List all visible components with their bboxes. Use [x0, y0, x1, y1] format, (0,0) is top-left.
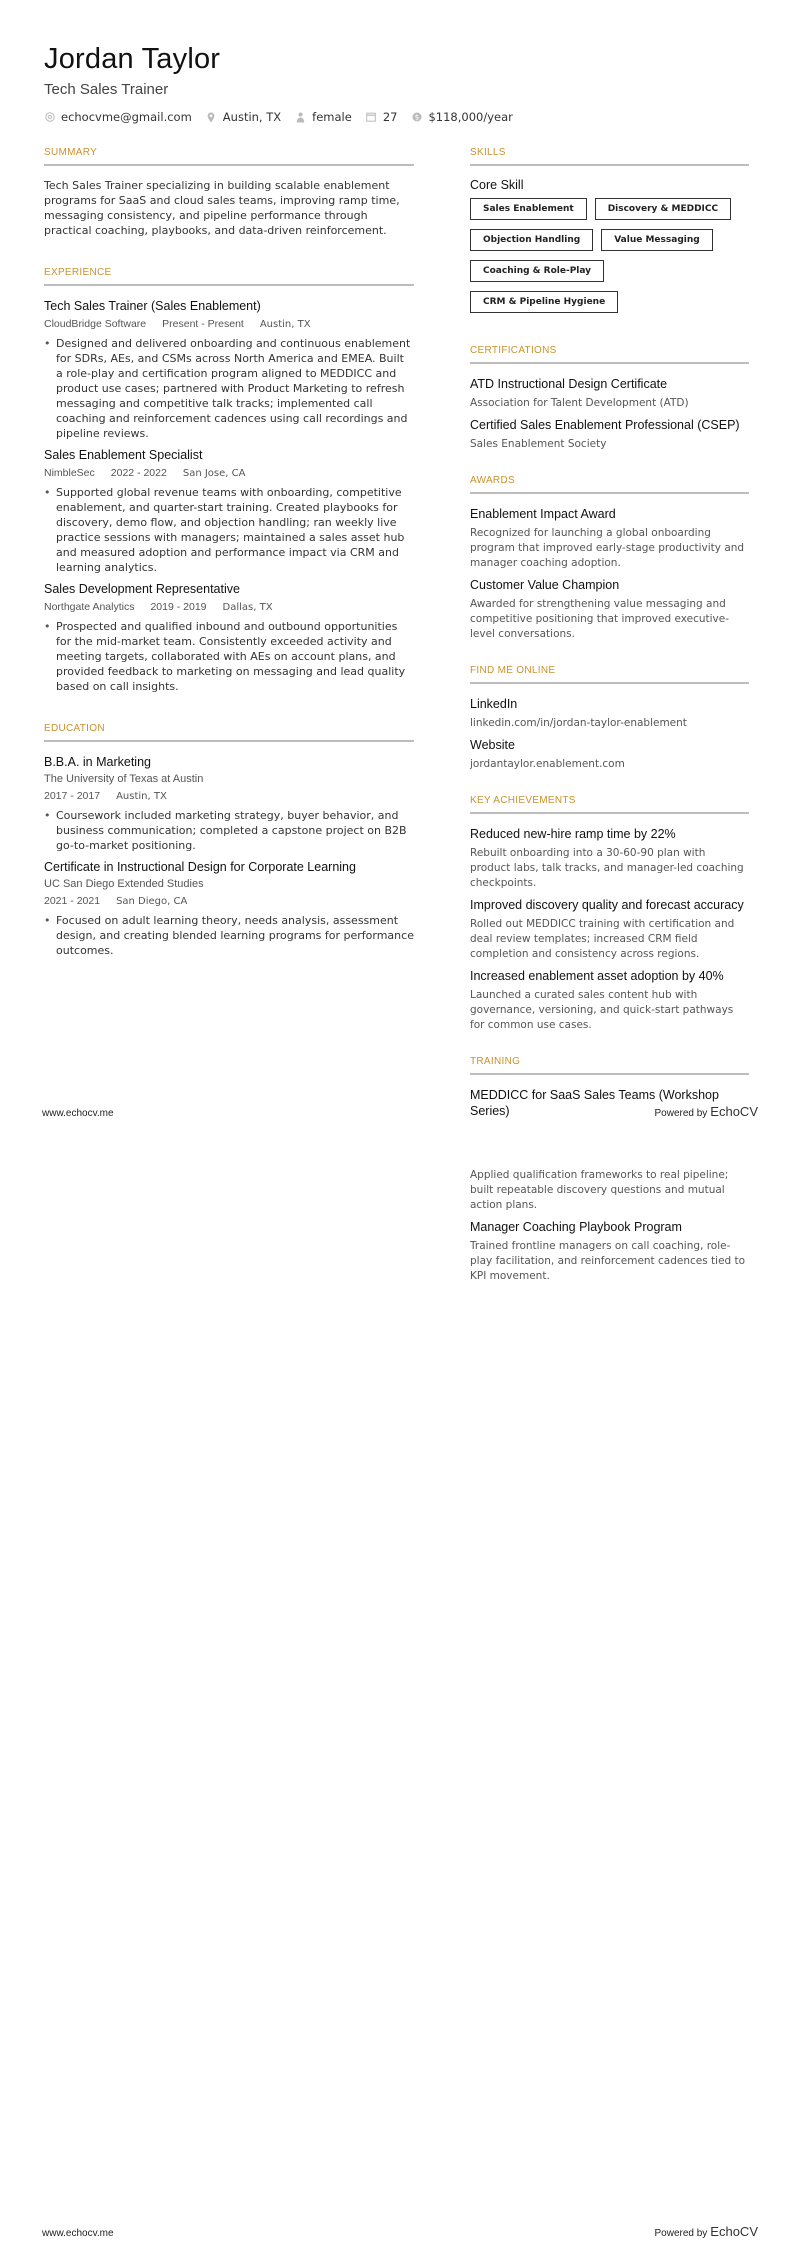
achievement-description: Rolled out MEDDICC training with certification and deal review templates; increased CRM field completion and consistency across regions. [470, 918, 735, 960]
education-location: San Diego, CA [116, 896, 188, 907]
skill-chip: Sales Enablement [470, 198, 587, 220]
skill-chip: Coaching & Role-Play [470, 260, 604, 282]
training-description: Trained frontline managers on call coaching, role-play facilitation, and reinforcement cadences tied to KPI movement. [470, 1240, 746, 1282]
education-dates: 2021 - 2021 [44, 895, 101, 907]
job-dates: Present - Present [162, 318, 244, 330]
job-location: San Jose, CA [182, 468, 246, 479]
age-text: 27 [382, 110, 398, 124]
education-location: Austin, TX [116, 791, 167, 802]
footer-powered [654, 1104, 758, 1119]
education-item [44, 754, 414, 853]
job-title: Sales Development Representative [44, 582, 240, 596]
job-location: Austin, TX [259, 319, 311, 330]
website-link[interactable]: jordantaylor.enablement.com [470, 758, 625, 770]
page2-right-column [470, 1168, 749, 1290]
company-name: NimbleSec [44, 467, 95, 479]
section-heading: SUMMARY [44, 147, 98, 158]
experience-item [44, 298, 414, 441]
section-heading: FIND ME ONLINE [470, 665, 556, 676]
gender-text: female [312, 110, 352, 124]
section-heading: EDUCATION [44, 723, 105, 734]
summary-text: Tech Sales Trainer specializing in building scalable enablement programs for SaaS and cloud sales teams, improving ramp time, messaging consistency, and pipeline performance through practical coaching, playbooks, and data-driven reinforcement. [44, 179, 400, 237]
section-divider [44, 164, 414, 166]
footer-brand: EchoCV [710, 2224, 758, 2239]
contact-location [206, 110, 281, 124]
job-meta [44, 317, 414, 332]
footer-brand: EchoCV [710, 1104, 758, 1119]
education-meta [44, 894, 414, 909]
skill-chips [470, 198, 749, 322]
award-description: Recognized for launching a global onboarding program that improved early-stage productivity and manager coaching adoption. [470, 527, 745, 569]
job-meta [44, 466, 414, 481]
certification-issuer: Sales Enablement Society [470, 438, 607, 450]
award-description: Awarded for strengthening value messaging and competitive positioning that improved executive-level conversations. [470, 598, 730, 640]
footer-powered [654, 2224, 758, 2239]
job-bullets [44, 619, 414, 694]
achievement-description: Rebuilt onboarding into a 30-60-90 plan with product labs, talk tracks, and manager-led coaching checkpoints. [470, 847, 744, 889]
certification-issuer: Association for Talent Development (ATD) [470, 397, 689, 409]
section-divider [470, 812, 749, 814]
job-bullet: • Designed and delivered onboarding and continuous enablement for SDRs, AEs, and CSMs across North America and EMEA. Built a role-play and certification program aligned to MEDDICC and product use cases; partnered with Product Marketing to refresh messaging and competitive talk tracks; implemented call coaching and reinforcement cadences using call recordings and pipeline reviews. [44, 336, 414, 441]
online-label-website: Website [470, 738, 515, 752]
svg-text:$: $ [414, 113, 420, 122]
location-pin-icon [206, 112, 217, 123]
achievements-section [470, 794, 749, 1033]
section-divider [470, 492, 749, 494]
person-icon [295, 112, 306, 123]
contact-email [44, 110, 192, 124]
company-name: Northgate Analytics [44, 601, 135, 613]
company-name: CloudBridge Software [44, 318, 147, 330]
contact-row [44, 110, 527, 124]
page-footer [42, 1104, 758, 1119]
section-divider [470, 1073, 749, 1075]
dollar-icon [411, 112, 422, 123]
job-bullet: • Prospected and qualified inbound and outbound opportunities for the mid-market team. Consistently exceeded activity and meeting targets, collaborated with AEs on account plans, and provided feedback to marketing on messaging and lead quality based on call insights. [44, 619, 414, 694]
education-section [44, 722, 414, 958]
location-text: Austin, TX [222, 110, 282, 124]
calendar-icon [366, 112, 377, 123]
section-heading: AWARDS [470, 475, 515, 486]
skill-category: Core Skill [470, 178, 524, 192]
skill-chip: Value Messaging [601, 229, 713, 251]
degree-title: B.B.A. in Marketing [44, 755, 151, 769]
section-heading: CERTIFICATIONS [470, 345, 557, 356]
powered-by-label: Powered by [654, 2228, 708, 2239]
online-label-linkedin: LinkedIn [470, 697, 518, 711]
page-footer [42, 2224, 758, 2239]
section-heading: TRAINING [470, 1056, 521, 1067]
section-divider [44, 740, 414, 742]
online-section [470, 664, 749, 772]
contact-salary [411, 110, 512, 124]
candidate-name: Jordan Taylor [44, 43, 221, 75]
job-location: Dallas, TX [222, 602, 273, 613]
school-name: The University of Texas at Austin [44, 773, 204, 785]
contact-age [366, 110, 398, 124]
footer-website[interactable]: www.echocv.me [42, 2228, 114, 2239]
skill-chip: Discovery & MEDDICC [595, 198, 731, 220]
job-dates: 2019 - 2019 [150, 601, 207, 613]
school-name: UC San Diego Extended Studies [44, 878, 204, 890]
education-bullet: • Coursework included marketing strategy, buyer behavior, and business communication; completed a capstone project on B2B go-to-market positioning. [44, 808, 414, 853]
experience-item [44, 581, 414, 694]
certification-name: ATD Instructional Design Certificate [470, 377, 668, 391]
certification-name: Certified Sales Enablement Professional (CSEP) [470, 418, 740, 432]
achievement-title: Reduced new-hire ramp time by 22% [470, 827, 676, 841]
education-bullet: • Focused on adult learning theory, needs analysis, assessment design, and creating blended learning programs for performance outcomes. [44, 913, 414, 958]
section-heading: KEY ACHIEVEMENTS [470, 795, 576, 806]
summary-section [44, 146, 414, 238]
right-column [470, 146, 749, 1141]
section-divider [470, 362, 749, 364]
award-name: Customer Value Champion [470, 578, 620, 592]
achievement-title: Increased enablement asset adoption by 40% [470, 969, 724, 983]
education-bullets [44, 913, 414, 958]
powered-by-label: Powered by [654, 1108, 708, 1119]
left-column [44, 146, 414, 980]
achievement-title: Improved discovery quality and forecast accuracy [470, 898, 744, 912]
skills-section [470, 146, 749, 322]
salary-text: $118,000/year [428, 110, 513, 124]
job-title: Sales Enablement Specialist [44, 448, 203, 462]
footer-website[interactable]: www.echocv.me [42, 1108, 114, 1119]
training-title: MEDDICC for SaaS Sales Teams (Workshop Series) [470, 1088, 719, 1118]
section-divider [470, 164, 749, 166]
training-title: Manager Coaching Playbook Program [470, 1220, 682, 1234]
skill-chip: CRM & Pipeline Hygiene [470, 291, 618, 313]
linkedin-link[interactable]: linkedin.com/in/jordan-taylor-enablement [470, 717, 687, 729]
job-bullets [44, 336, 414, 441]
job-bullets [44, 485, 414, 575]
section-divider [470, 682, 749, 684]
certifications-section [470, 344, 749, 452]
candidate-title: Tech Sales Trainer [44, 81, 169, 98]
awards-section [470, 474, 749, 642]
email-text: echocvme@gmail.com [61, 110, 192, 124]
education-meta [44, 789, 414, 804]
job-meta [44, 600, 414, 615]
experience-section [44, 266, 414, 694]
job-bullet: • Supported global revenue teams with onboarding, competitive enablement, and quarter-start training. Created playbooks for discovery, demo flow, and objection handling; ran weekly live practice sessions with managers; maintained a sales asset hub and measured adoption and performance impact via CRM and learning analytics. [44, 485, 414, 575]
job-dates: 2022 - 2022 [110, 467, 167, 479]
achievement-description: Launched a curated sales content hub with governance, versioning, and quick-start pathways for common use cases. [470, 989, 734, 1031]
job-title: Tech Sales Trainer (Sales Enablement) [44, 299, 261, 313]
contact-gender [295, 110, 352, 124]
experience-item [44, 447, 414, 575]
education-bullets [44, 808, 414, 853]
section-divider [44, 284, 414, 286]
education-item [44, 859, 414, 958]
degree-title: Certificate in Instructional Design for Corporate Learning [44, 860, 356, 874]
at-icon [44, 112, 55, 123]
resume-header [44, 42, 527, 124]
skill-chip: Objection Handling [470, 229, 593, 251]
training-description: Applied qualification frameworks to real pipeline; built repeatable discovery questions and mutual action plans. [470, 1169, 729, 1211]
section-heading: EXPERIENCE [44, 267, 112, 278]
section-heading: SKILLS [470, 147, 506, 158]
award-name: Enablement Impact Award [470, 507, 616, 521]
education-dates: 2017 - 2017 [44, 790, 101, 802]
